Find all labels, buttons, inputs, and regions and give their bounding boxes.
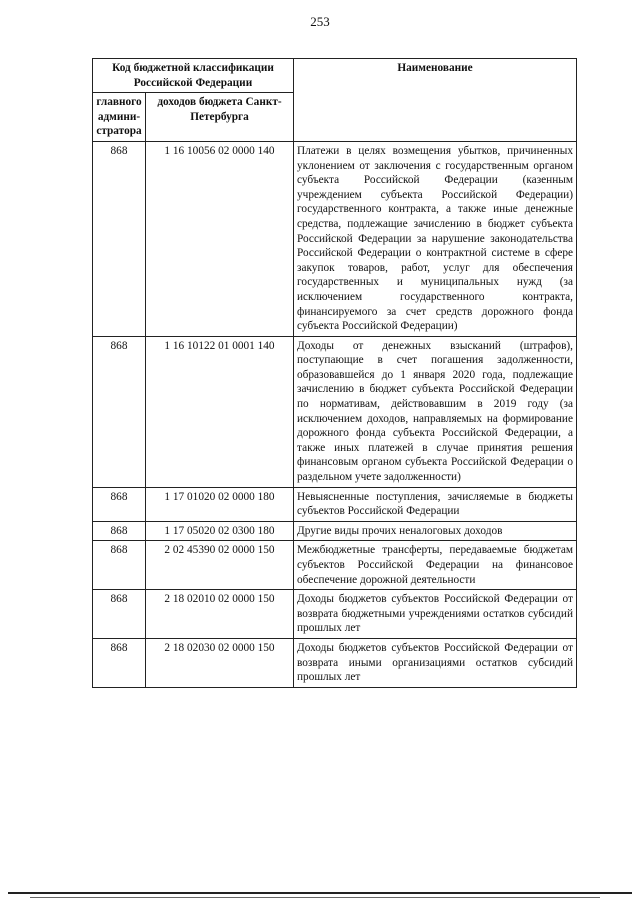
row-admin-code: 868 bbox=[93, 638, 146, 687]
table-row bbox=[93, 487, 577, 521]
scan-bottom-edge-shadow bbox=[30, 897, 600, 898]
row-admin-code: 868 bbox=[93, 541, 146, 590]
row-name: Невыясненные поступления, зачисляемые в бюджеты субъектов Российской Федерации bbox=[294, 487, 577, 521]
header-group-title: Код бюджетной классификации Российской Федерации bbox=[93, 59, 294, 93]
row-income-code: 1 16 10122 01 0001 140 bbox=[146, 336, 294, 487]
table-header-row bbox=[93, 59, 577, 93]
table-row bbox=[93, 521, 577, 541]
row-income-code: 2 02 45390 02 0000 150 bbox=[146, 541, 294, 590]
row-name: Доходы от денежных взысканий (штрафов), поступающие в счет погашения задолженности, образовавшейся до 1 января 2020 года, подлежащие зачислению в бюджет субъекта Российской Федерации по нормативам, действовавшим в 2019 году (за исключением доходов, направляемых на формирование дорожного фонда субъекта Российской Федерации, а также иных платежей в случае принятия решения финансовым органом субъекта Российской Федерации о раздельном учете задолженности) bbox=[294, 336, 577, 487]
header-admin-column: главного админи-стратора bbox=[93, 93, 146, 142]
row-income-code: 2 18 02010 02 0000 150 bbox=[146, 590, 294, 639]
table-row bbox=[93, 541, 577, 590]
page-number: 253 bbox=[310, 14, 330, 29]
row-name: Доходы бюджетов субъектов Российской Федерации от возврата бюджетными учреждениями остатков субсидий прошлых лет bbox=[294, 590, 577, 639]
row-name: Другие виды прочих неналоговых доходов bbox=[294, 521, 577, 541]
row-income-code: 2 18 02030 02 0000 150 bbox=[146, 638, 294, 687]
table-row bbox=[93, 590, 577, 639]
budget-classification-table bbox=[92, 58, 577, 688]
row-income-code: 1 17 05020 02 0300 180 bbox=[146, 521, 294, 541]
row-name: Доходы бюджетов субъектов Российской Федерации от возврата иными организациями остатков субсидий прошлых лет bbox=[294, 638, 577, 687]
table-row bbox=[93, 141, 577, 336]
row-income-code: 1 16 10056 02 0000 140 bbox=[146, 141, 294, 336]
table-row bbox=[93, 638, 577, 687]
row-admin-code: 868 bbox=[93, 141, 146, 336]
row-admin-code: 868 bbox=[93, 487, 146, 521]
row-income-code: 1 17 01020 02 0000 180 bbox=[146, 487, 294, 521]
row-admin-code: 868 bbox=[93, 336, 146, 487]
row-name: Межбюджетные трансферты, передаваемые бюджетам субъектов Российской Федерации на финансовое обеспечение дорожной деятельности bbox=[294, 541, 577, 590]
scan-bottom-edge-line bbox=[8, 892, 632, 894]
row-admin-code: 868 bbox=[93, 590, 146, 639]
row-name: Платежи в целях возмещения убытков, причиненных уклонением от заключения с государственным органом субъекта Российской Федерации (казенным учреждением субъекта Российской Федерации) государственного контракта, а также иные денежные средства, подлежащие зачислению в бюджет субъекта Российской Федерации за нарушение законодательства Российской Федерации о контрактной системе в сфере закупок товаров, работ, услуг для обеспечения государственных и муниципальных нужд (за исключением государственного контракта, финансируемого за счет средств дорожного фонда субъекта Российской Федерации) bbox=[294, 141, 577, 336]
row-admin-code: 868 bbox=[93, 521, 146, 541]
header-code-column: доходов бюджета Санкт-Петербурга bbox=[146, 93, 294, 142]
table-row bbox=[93, 336, 577, 487]
header-name-column: Наименование bbox=[294, 59, 577, 142]
